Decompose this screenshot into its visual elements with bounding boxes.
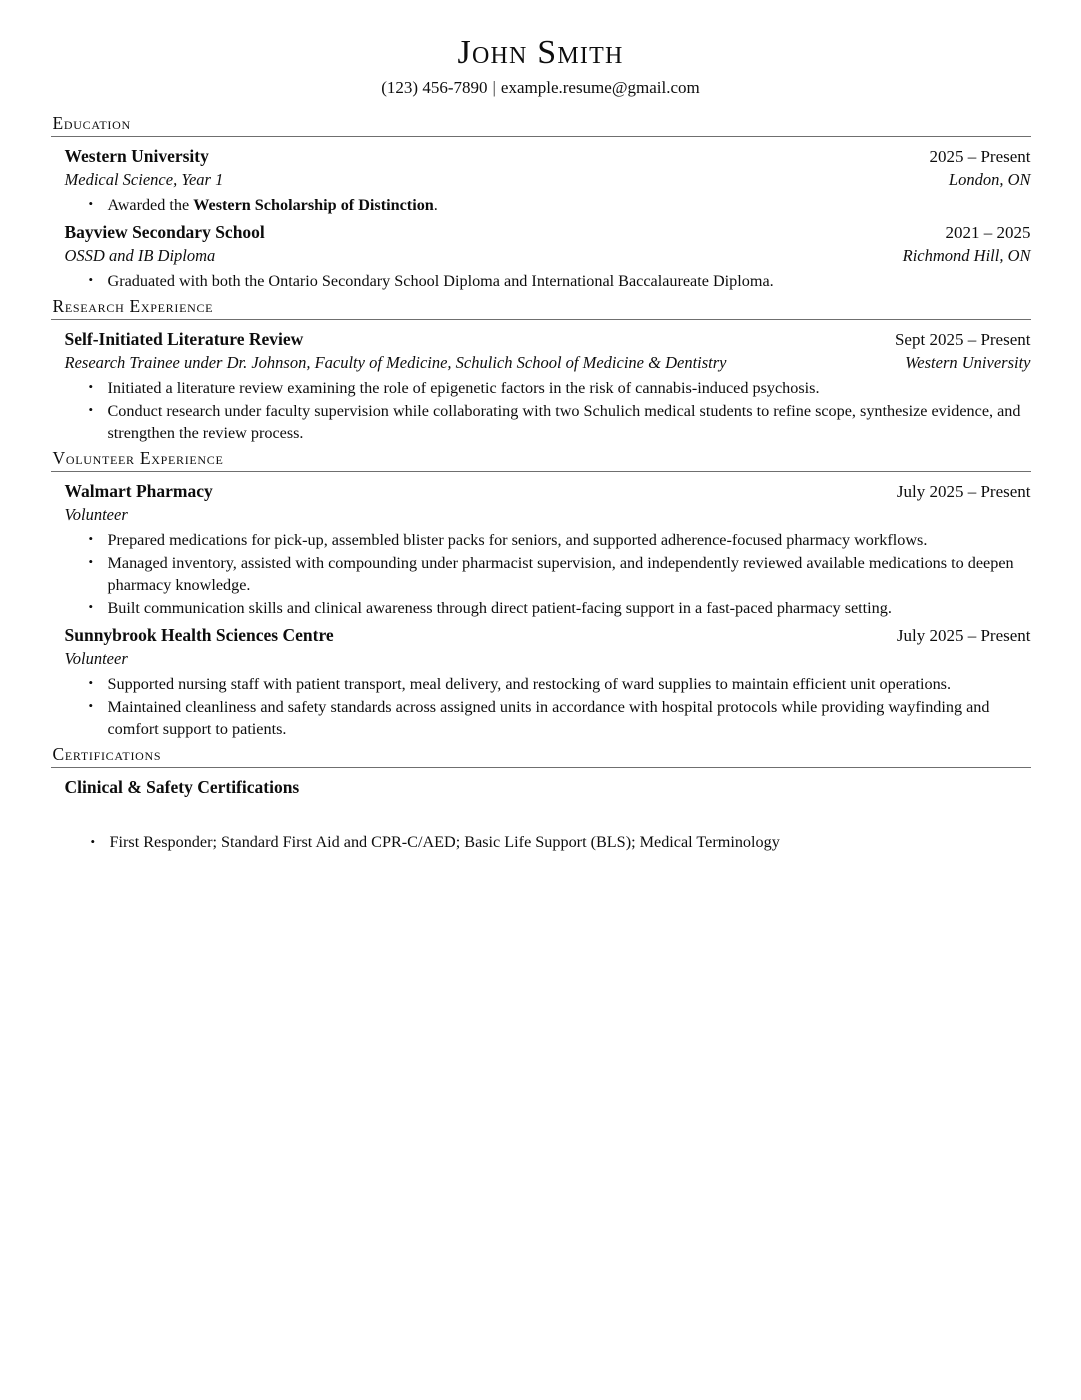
section-title: Certifications: [51, 744, 1031, 768]
entry-subtitle-row: [65, 799, 1031, 829]
entry-location: London, ON: [948, 170, 1031, 190]
resume-sections: [51, 113, 1031, 853]
entry-subtitle: Research Trainee under Dr. Johnson, Faculty of Medicine, Schulich School of Medicine & Dentistry: [64, 352, 727, 372]
contact-line: [51, 77, 1031, 99]
entry-date: July 2025 – Present: [896, 625, 1031, 645]
phone-number: (123) 456-7890: [381, 78, 488, 98]
bullet-text: Maintained cleanliness and safety standards across assigned units in accordance with hospital protocols while providing wayfinding and comfort support to patients.: [107, 697, 990, 738]
bullet-item: [89, 400, 1031, 444]
bullet-text: Conduct research under faculty supervision while collaborating with two Schulich medical students to refine scope, synthesize evidence, and strengthen the review process.: [107, 401, 1021, 442]
entry-bullet-list: [65, 831, 1031, 853]
entry-date: Sept 2025 – Present: [894, 329, 1031, 349]
entry-bullet-list: [65, 270, 1031, 292]
resume-entry: [51, 144, 1031, 216]
entry-subtitle-row: [65, 352, 1031, 375]
entry-subtitle: OSSD and IB Diploma: [64, 246, 216, 266]
bullet-text: Graduated with both the Ontario Secondary School Diploma and International Baccalaureate Diploma.: [107, 271, 774, 290]
entry-title: Sunnybrook Health Sciences Centre: [64, 624, 334, 645]
entry-bullet-list: [65, 673, 1031, 740]
entry-title: Clinical & Safety Certifications: [64, 776, 300, 797]
entry-location: Richmond Hill, ON: [902, 246, 1031, 266]
entry-title: Western University: [64, 146, 209, 167]
bullet-text: Supported nursing staff with patient transport, meal delivery, and restocking of ward supplies to maintain efficient unit operations.: [107, 674, 952, 693]
bullet-text: Awarded the: [107, 195, 194, 214]
entry-subtitle-row: [65, 245, 1031, 268]
entry-subtitle-row: [65, 169, 1031, 192]
bullet-item: [91, 831, 1031, 853]
bullet-text-tail: .: [433, 195, 438, 214]
entry-subtitle: Medical Science, Year 1: [64, 170, 224, 190]
bullet-text: Initiated a literature review examining the role of epigenetic factors in the risk of cannabis-induced psychosis.: [107, 378, 820, 397]
bullet-emphasis: Western Scholarship of Distinction: [193, 195, 434, 214]
entry-subtitle-row: [65, 648, 1031, 671]
entry-header-row: [65, 327, 1031, 352]
bullet-item: [89, 597, 1031, 619]
entry-header-row: [65, 220, 1031, 245]
contact-separator: |: [492, 78, 496, 98]
entry-location: Western University: [905, 352, 1031, 372]
entry-title: Bayview Secondary School: [64, 221, 265, 242]
section-education: [51, 113, 1031, 292]
bullet-text: First Responder; Standard First Aid and CPR-C/AED; Basic Life Support (BLS); Medical Terminology: [109, 833, 780, 852]
entry-bullet-list: [65, 377, 1031, 444]
section-title: Volunteer Experience: [51, 448, 1031, 472]
resume-header: [51, 34, 1031, 99]
entry-title: Walmart Pharmacy: [64, 480, 213, 501]
entry-date: 2021 – 2025: [945, 222, 1031, 242]
entry-title: Self-Initiated Literature Review: [64, 328, 304, 349]
bullet-item: [89, 529, 1031, 551]
entry-subtitle: Volunteer: [64, 504, 128, 524]
entry-date: July 2025 – Present: [896, 481, 1031, 501]
bullet-text: Built communication skills and clinical awareness through direct patient-facing support in a fast-paced pharmacy setting.: [107, 598, 892, 617]
resume-entry: [51, 623, 1031, 740]
bullet-text: Prepared medications for pick-up, assembled blister packs for seniors, and supported adherence-focused pharmacy workflows.: [107, 530, 928, 549]
entry-bullet-list: [65, 194, 1031, 216]
entry-header-row: [65, 623, 1031, 648]
entry-date: 2025 – Present: [929, 147, 1031, 167]
section-title: Education: [51, 113, 1031, 137]
bullet-item: [89, 696, 1031, 740]
entry-bullet-list: [65, 529, 1031, 619]
section-certifications: [51, 744, 1031, 854]
email-address: example.resume@gmail.com: [500, 78, 700, 98]
resume-entry: [51, 327, 1031, 444]
resume-content: [51, 0, 1031, 853]
entry-header-row: [65, 144, 1031, 169]
bullet-item: [89, 552, 1031, 596]
bullet-item: [89, 270, 1031, 292]
resume-entry: [51, 775, 1031, 854]
resume-entry: [51, 479, 1031, 619]
bullet-item: [89, 377, 1031, 399]
entry-header-row: [65, 775, 1031, 800]
section-volunteer-experience: [51, 448, 1031, 740]
bullet-item: [89, 673, 1031, 695]
candidate-name: John Smith: [457, 34, 624, 71]
resume-entry: [51, 220, 1031, 292]
bullet-item: [89, 194, 1031, 216]
section-research-experience: [51, 296, 1031, 444]
entry-header-row: [65, 479, 1031, 504]
bullet-text: Managed inventory, assisted with compounding under pharmacist supervision, and independently reviewed available medications to deepen pharmacy knowledge.: [107, 553, 1014, 594]
section-title: Research Experience: [51, 296, 1031, 320]
entry-subtitle: Volunteer: [64, 648, 128, 668]
entry-subtitle-row: [65, 504, 1031, 527]
